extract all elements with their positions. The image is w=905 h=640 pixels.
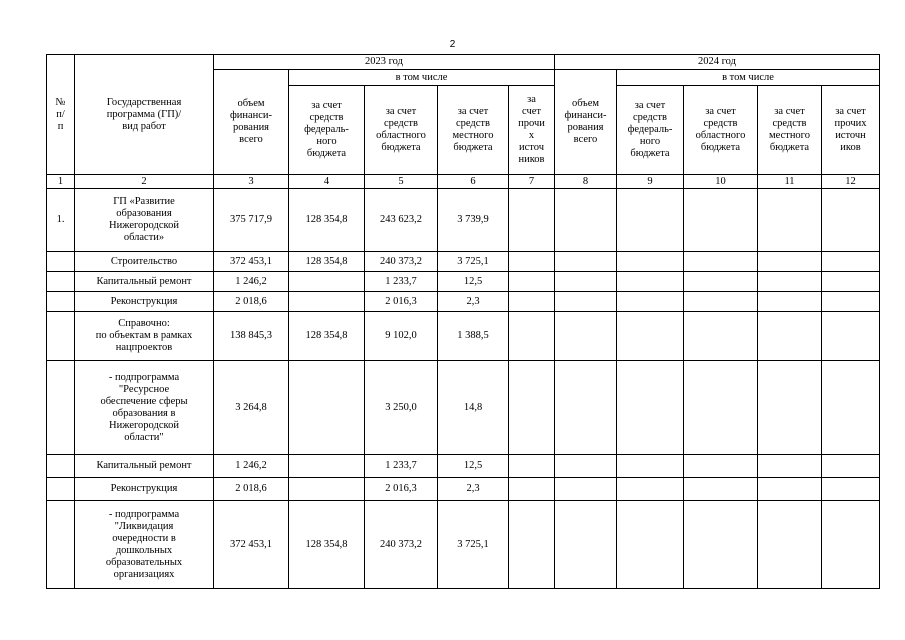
table-row bbox=[47, 361, 880, 455]
value-local-2024 bbox=[758, 292, 822, 312]
header-regional-2024: за счет средств областного бюджета bbox=[684, 86, 758, 175]
financing-table bbox=[46, 54, 880, 589]
value-federal-2024 bbox=[617, 312, 684, 361]
value-total-2023: 138 845,3 bbox=[214, 312, 289, 361]
table-row bbox=[47, 189, 880, 252]
row-number bbox=[47, 312, 75, 361]
value-federal-2024 bbox=[617, 272, 684, 292]
row-number bbox=[47, 272, 75, 292]
header-federal-2024: за счет средств федераль- ного бюджета bbox=[617, 86, 684, 175]
value-local-2023: 3 725,1 bbox=[438, 252, 509, 272]
column-number: 12 bbox=[822, 175, 880, 189]
value-federal-2024 bbox=[617, 478, 684, 501]
table-row bbox=[47, 455, 880, 478]
row-number bbox=[47, 292, 75, 312]
value-local-2024 bbox=[758, 272, 822, 292]
header-including-2023: в том числе bbox=[289, 70, 555, 86]
value-local-2023: 12,5 bbox=[438, 272, 509, 292]
column-number: 6 bbox=[438, 175, 509, 189]
header-local-2024: за счет средств местного бюджета bbox=[758, 86, 822, 175]
header-local-2023: за счет средств местного бюджета bbox=[438, 86, 509, 175]
value-regional-2024 bbox=[684, 312, 758, 361]
value-total-2024 bbox=[555, 292, 617, 312]
value-regional-2024 bbox=[684, 455, 758, 478]
row-number bbox=[47, 455, 75, 478]
value-federal-2024 bbox=[617, 501, 684, 589]
value-local-2024 bbox=[758, 189, 822, 252]
value-other-2023 bbox=[509, 455, 555, 478]
row-name: Капитальный ремонт bbox=[75, 455, 214, 478]
value-other-2024 bbox=[822, 361, 880, 455]
value-total-2023: 1 246,2 bbox=[214, 272, 289, 292]
value-other-2024 bbox=[822, 189, 880, 252]
header-total-2023: объем финанси- рования всего bbox=[214, 70, 289, 175]
column-number: 8 bbox=[555, 175, 617, 189]
value-other-2023 bbox=[509, 252, 555, 272]
value-federal-2023 bbox=[289, 455, 365, 478]
value-federal-2024 bbox=[617, 252, 684, 272]
row-number bbox=[47, 501, 75, 589]
value-federal-2023 bbox=[289, 361, 365, 455]
value-other-2023 bbox=[509, 361, 555, 455]
value-total-2024 bbox=[555, 189, 617, 252]
value-total-2024 bbox=[555, 501, 617, 589]
value-local-2023: 2,3 bbox=[438, 478, 509, 501]
value-local-2024 bbox=[758, 361, 822, 455]
value-total-2024 bbox=[555, 252, 617, 272]
value-total-2023: 372 453,1 bbox=[214, 252, 289, 272]
column-number: 3 bbox=[214, 175, 289, 189]
value-other-2023 bbox=[509, 312, 555, 361]
value-federal-2024 bbox=[617, 361, 684, 455]
value-other-2024 bbox=[822, 455, 880, 478]
value-regional-2024 bbox=[684, 361, 758, 455]
value-local-2023: 14,8 bbox=[438, 361, 509, 455]
table-row bbox=[47, 292, 880, 312]
header-other-2024: за счет прочих источн иков bbox=[822, 86, 880, 175]
table-row bbox=[47, 312, 880, 361]
row-name: Реконструкция bbox=[75, 478, 214, 501]
value-other-2023 bbox=[509, 292, 555, 312]
row-name: - подпрограмма "Ресурсное обеспечение сферы образования в Нижегородской области" bbox=[75, 361, 214, 455]
header-other-2023: за счет прочи х источ ников bbox=[509, 86, 555, 175]
value-federal-2023: 128 354,8 bbox=[289, 252, 365, 272]
value-regional-2024 bbox=[684, 501, 758, 589]
value-other-2023 bbox=[509, 478, 555, 501]
header-no: № п/ п bbox=[47, 55, 75, 175]
value-federal-2023: 128 354,8 bbox=[289, 312, 365, 361]
row-number bbox=[47, 252, 75, 272]
header-federal-2023: за счет средств федераль- ного бюджета bbox=[289, 86, 365, 175]
row-name: Справочно: по объектам в рамках нацпроектов bbox=[75, 312, 214, 361]
value-total-2023: 3 264,8 bbox=[214, 361, 289, 455]
value-regional-2024 bbox=[684, 272, 758, 292]
row-number bbox=[47, 361, 75, 455]
value-regional-2023: 243 623,2 bbox=[365, 189, 438, 252]
row-number: 1. bbox=[47, 189, 75, 252]
row-name: ГП «Развитие образования Нижегородской области» bbox=[75, 189, 214, 252]
value-local-2023: 3 739,9 bbox=[438, 189, 509, 252]
column-number: 1 bbox=[47, 175, 75, 189]
row-name: Строительство bbox=[75, 252, 214, 272]
value-total-2024 bbox=[555, 455, 617, 478]
row-name: Капитальный ремонт bbox=[75, 272, 214, 292]
value-local-2023: 1 388,5 bbox=[438, 312, 509, 361]
value-total-2023: 375 717,9 bbox=[214, 189, 289, 252]
row-name: - подпрограмма "Ликвидация очередности в дошкольных образовательных организациях bbox=[75, 501, 214, 589]
value-regional-2024 bbox=[684, 478, 758, 501]
column-number: 5 bbox=[365, 175, 438, 189]
value-total-2023: 2 018,6 bbox=[214, 292, 289, 312]
value-total-2023: 2 018,6 bbox=[214, 478, 289, 501]
value-other-2024 bbox=[822, 501, 880, 589]
value-regional-2023: 1 233,7 bbox=[365, 455, 438, 478]
column-number: 7 bbox=[509, 175, 555, 189]
value-regional-2023: 240 373,2 bbox=[365, 252, 438, 272]
value-total-2023: 1 246,2 bbox=[214, 455, 289, 478]
value-federal-2023: 128 354,8 bbox=[289, 501, 365, 589]
table-row bbox=[47, 272, 880, 292]
value-local-2024 bbox=[758, 252, 822, 272]
value-regional-2023: 2 016,3 bbox=[365, 478, 438, 501]
value-total-2024 bbox=[555, 478, 617, 501]
column-number: 9 bbox=[617, 175, 684, 189]
value-other-2024 bbox=[822, 478, 880, 501]
value-local-2023: 12,5 bbox=[438, 455, 509, 478]
row-name: Реконструкция bbox=[75, 292, 214, 312]
value-regional-2023: 3 250,0 bbox=[365, 361, 438, 455]
header-regional-2023: за счет средств областного бюджета bbox=[365, 86, 438, 175]
value-other-2023 bbox=[509, 272, 555, 292]
column-number: 2 bbox=[75, 175, 214, 189]
page-number: 2 bbox=[449, 39, 456, 50]
header-year-2023: 2023 год bbox=[214, 55, 555, 70]
row-number bbox=[47, 478, 75, 501]
value-federal-2023: 128 354,8 bbox=[289, 189, 365, 252]
value-local-2024 bbox=[758, 501, 822, 589]
value-regional-2023: 2 016,3 bbox=[365, 292, 438, 312]
column-number: 11 bbox=[758, 175, 822, 189]
header-year-2024: 2024 год bbox=[555, 55, 880, 70]
value-local-2024 bbox=[758, 312, 822, 361]
value-federal-2024 bbox=[617, 455, 684, 478]
value-regional-2024 bbox=[684, 292, 758, 312]
column-number: 10 bbox=[684, 175, 758, 189]
value-federal-2024 bbox=[617, 292, 684, 312]
table-row bbox=[47, 501, 880, 589]
value-total-2024 bbox=[555, 272, 617, 292]
value-other-2023 bbox=[509, 501, 555, 589]
column-number: 4 bbox=[289, 175, 365, 189]
value-total-2024 bbox=[555, 361, 617, 455]
table-row bbox=[47, 478, 880, 501]
value-regional-2024 bbox=[684, 252, 758, 272]
table-row bbox=[47, 252, 880, 272]
value-regional-2024 bbox=[684, 189, 758, 252]
column-number-row bbox=[47, 175, 880, 189]
value-other-2024 bbox=[822, 292, 880, 312]
header-including-2024: в том числе bbox=[617, 70, 880, 86]
value-federal-2024 bbox=[617, 189, 684, 252]
header-total-2024: объем финанси- рования всего bbox=[555, 70, 617, 175]
value-total-2023: 372 453,1 bbox=[214, 501, 289, 589]
value-federal-2023 bbox=[289, 478, 365, 501]
value-other-2023 bbox=[509, 189, 555, 252]
header-program: Государственная программа (ГП)/ вид работ bbox=[75, 55, 214, 175]
value-regional-2023: 9 102,0 bbox=[365, 312, 438, 361]
value-local-2024 bbox=[758, 478, 822, 501]
value-total-2024 bbox=[555, 312, 617, 361]
value-local-2023: 2,3 bbox=[438, 292, 509, 312]
value-other-2024 bbox=[822, 272, 880, 292]
value-federal-2023 bbox=[289, 292, 365, 312]
value-regional-2023: 1 233,7 bbox=[365, 272, 438, 292]
value-other-2024 bbox=[822, 312, 880, 361]
value-other-2024 bbox=[822, 252, 880, 272]
value-federal-2023 bbox=[289, 272, 365, 292]
value-regional-2023: 240 373,2 bbox=[365, 501, 438, 589]
value-local-2024 bbox=[758, 455, 822, 478]
value-local-2023: 3 725,1 bbox=[438, 501, 509, 589]
